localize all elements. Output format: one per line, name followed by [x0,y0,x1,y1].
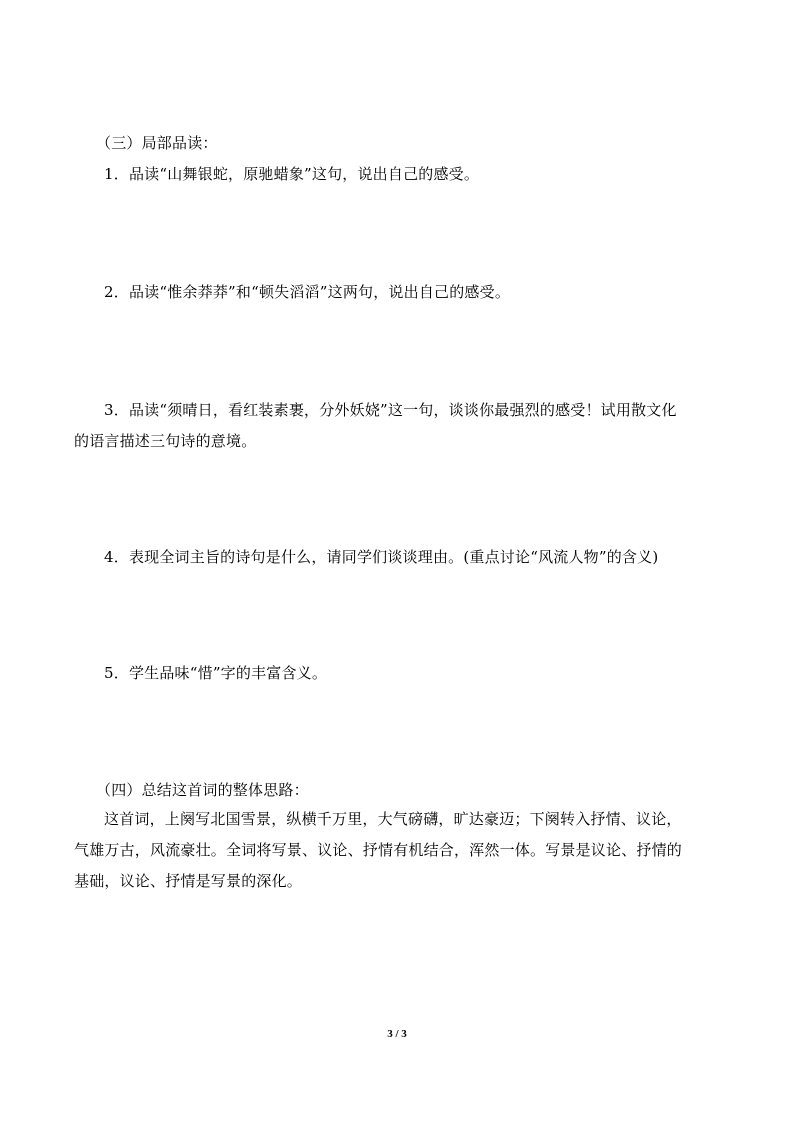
page-number: 3 / 3 [387,1028,407,1040]
question-4: 4．表现全词主旨的诗句是什么，请同学们谈谈理由。(重点讨论“风流人物”的含义) [104,548,659,566]
question-2: 2．品读“惟余莽莽”和“顿失滔滔”这两句，说出自己的感受。 [104,283,511,301]
summary-line-3: 基础，议论、抒情是写景的深化。 [74,872,303,890]
summary-line-2: 气雄万古，风流豪壮。全词将写景、议论、抒情有机结合，浑然一体。写景是议论、抒情的 [74,841,683,859]
section3-heading: （三）局部品读： [96,134,218,152]
question-1: 1．品读“山舞银蛇，原驰蜡象”这句，说出自己的感受。 [104,165,480,183]
question-3-line-1: 3．品读“须晴日，看红装素裹，分外妖娆”这一句，谈谈你最强烈的感受！试用散文化 [104,401,677,419]
question-3-line-2: 的语言描述三句诗的意境。 [74,432,257,450]
section4-heading: （四）总结这首词的整体思路： [96,781,309,799]
summary-line-1: 这首词，上阕写北国雪景，纵横千万里，大气磅礴，旷达豪迈；下阕转入抒情、议论， [104,810,682,828]
question-5: 5．学生品味“惜”字的丰富含义。 [104,664,328,682]
